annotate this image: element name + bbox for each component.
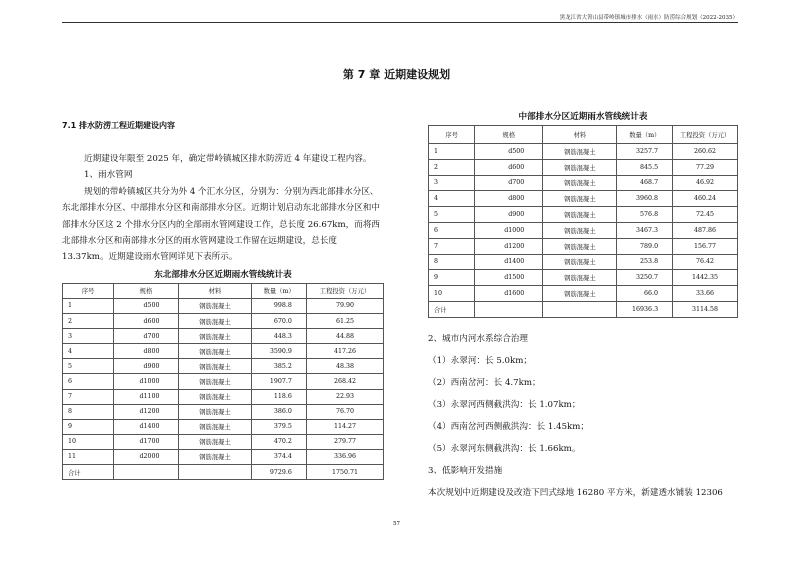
table-cell: 3 [429,175,475,191]
table-row [429,270,738,286]
table-cell: 48.38 [306,359,383,374]
table-row [429,222,738,238]
table-cell: 1907.7 [252,374,307,389]
table-cell: d1100 [114,389,178,404]
table-total-row [63,464,384,479]
table-cell: d1200 [475,238,543,254]
table-cell: 66.0 [617,286,673,302]
table-row [429,144,738,160]
table-cell [475,301,543,317]
table-cell: 钢筋混凝土 [178,404,252,419]
river-item: （3）永翠河西侧截洪沟：长 1.07km； [428,399,581,410]
table-cell: 3250.7 [617,270,673,286]
table-cell: 钢筋混凝土 [543,222,617,238]
item3-title: 3、低影响开发措施 [428,465,503,476]
table-cell: 253.8 [617,254,673,270]
table-cell: 钢筋混凝土 [543,207,617,223]
right-text-block [428,328,738,504]
table-cell: 5 [63,359,114,374]
table-cell: 6 [429,222,475,238]
table-cell: 3467.3 [617,222,673,238]
table-cell: 钢筋混凝土 [543,286,617,302]
table-cell: 合计 [63,464,114,479]
table-cell: 4 [63,344,114,359]
table-cell: 合计 [429,301,475,317]
table-cell: 79.90 [306,298,383,313]
table-cell: 6 [63,374,114,389]
table-cell: d700 [114,329,178,344]
table-cell [178,464,252,479]
table-cell: 845.5 [617,159,673,175]
column-header: 工程投资（万元） [306,283,383,298]
table-cell: 10 [63,434,114,449]
table-cell: d1700 [114,434,178,449]
table-row [63,434,384,449]
column-header: 数量（m） [252,283,307,298]
table-cell: 72.45 [673,207,738,223]
item2-title: 2、城市内河水系综合治理 [428,333,528,344]
page-number: 57 [393,521,400,527]
table-cell: 22.93 [306,389,383,404]
table-cell: 2 [63,314,114,329]
table-cell: 钢筋混凝土 [543,191,617,207]
table-cell: d2000 [114,449,178,464]
table-cell: d800 [114,344,178,359]
northeast-pipe-table [62,283,384,480]
column-header: 序号 [63,283,114,298]
section-title: 7.1 排水防涝工程近期建设内容 [62,121,175,130]
table-cell: d1600 [475,286,543,302]
table-cell: 钢筋混凝土 [543,270,617,286]
table-cell: d1400 [114,419,178,434]
table-cell: 460.24 [673,191,738,207]
table-cell [543,301,617,317]
table-cell: 470.2 [252,434,307,449]
table-cell: d900 [475,207,543,223]
table-cell: 385.2 [252,359,307,374]
table-cell: 76.42 [673,254,738,270]
table-total-row [429,301,738,317]
table-row [63,314,384,329]
table-cell: 379.5 [252,419,307,434]
table-cell: d1200 [114,404,178,419]
table-cell: 钢筋混凝土 [178,329,252,344]
table-cell: 77.29 [673,159,738,175]
table-cell: d500 [475,144,543,160]
table-cell: 钢筋混凝土 [178,359,252,374]
table-cell: 5 [429,207,475,223]
table-cell: 钢筋混凝土 [178,389,252,404]
table-cell: 76.70 [306,404,383,419]
table-cell: 7 [429,238,475,254]
table-cell: 1442.35 [673,270,738,286]
column-header: 工程投资（万元） [673,126,738,144]
table-row [63,419,384,434]
table-row [63,298,384,313]
table-cell: 9729.6 [252,464,307,479]
table-cell: 487.86 [673,222,738,238]
table-row [429,286,738,302]
table-cell: 468.7 [617,175,673,191]
table-cell: 3114.58 [673,301,738,317]
table-cell: d1500 [475,270,543,286]
table-row [63,449,384,464]
table-cell: 670.0 [252,314,307,329]
table-cell [114,464,178,479]
table-row [63,344,384,359]
table-cell: 钢筋混凝土 [543,159,617,175]
column-header: 规格 [475,126,543,144]
table-cell: 1750.71 [306,464,383,479]
table-cell: d500 [114,298,178,313]
table-cell: 118.6 [252,389,307,404]
column-header: 数量（m） [617,126,673,144]
table-cell: 9 [429,270,475,286]
table-cell: 2 [429,159,475,175]
column-header: 序号 [429,126,475,144]
table-cell: 4 [429,191,475,207]
table-cell: 448.3 [252,329,307,344]
table-cell: 3257.7 [617,144,673,160]
table-cell: 374.4 [252,449,307,464]
table-cell: d600 [475,159,543,175]
river-item: （1）永翠河：长 5.0km； [428,355,532,366]
table-cell: d800 [475,191,543,207]
table-cell: 钢筋混凝土 [178,374,252,389]
paragraph-rain-network: 规划的带岭镇城区共分为外 4 个汇水分区，分别为：分别为西北部排水分区、东北部排水分区、中部排水分区和南部排水分区。近期计划启动东北部排水分区和中部排水分区这 2 个排水分区内的全部雨水管网建设工作，总长度 26.67km，而将西北部排水分区和南部排水分区的雨水管网建设工作留在远期建设，总长度 13.37km。近期建设雨水管网详见下表所示。 [62,186,381,263]
table-row [429,175,738,191]
table-cell: 钢筋混凝土 [543,238,617,254]
table-cell: 386.0 [252,404,307,419]
table-cell: 钢筋混凝土 [178,434,252,449]
table-row [429,254,738,270]
table-cell: d1000 [475,222,543,238]
column-header: 材料 [543,126,617,144]
table-cell: 3590.9 [252,344,307,359]
table-cell: 44.88 [306,329,383,344]
table-cell: 336.96 [306,449,383,464]
table-cell: 钢筋混凝土 [178,344,252,359]
table-cell: 钢筋混凝土 [178,298,252,313]
table-cell: 16936.3 [617,301,673,317]
table-cell: 8 [63,404,114,419]
table-cell: 3960.8 [617,191,673,207]
table-row [429,207,738,223]
table-cell: d1000 [114,374,178,389]
table-cell: d600 [114,314,178,329]
table-cell: 10 [429,286,475,302]
table-cell: 61.25 [306,314,383,329]
column-header: 规格 [114,283,178,298]
table-cell: 576.8 [617,207,673,223]
left-column [62,120,384,480]
table-cell: d700 [475,175,543,191]
table-row [429,191,738,207]
table-cell: 268.42 [306,374,383,389]
table-cell: 114.27 [306,419,383,434]
table-cell: 33.66 [673,286,738,302]
table-cell: 8 [429,254,475,270]
table-cell: 钢筋混凝土 [178,419,252,434]
table-row [63,359,384,374]
column-header: 材料 [178,283,252,298]
table-row [63,404,384,419]
table-cell: 46.92 [673,175,738,191]
river-item: （2）西南岔河：长 4.7km； [428,377,541,388]
table-cell: 156.77 [673,238,738,254]
table-left-caption: 东北部排水分区近期雨水管线统计表 [154,269,292,280]
table-cell: 11 [63,449,114,464]
table-cell: 钢筋混凝土 [543,175,617,191]
paragraph-intro: 近期建设年限至 2025 年，确定带岭镇城区排水防涝近 4 年建设工程内容。 [84,154,372,164]
table-cell: 1 [429,144,475,160]
table-cell: 417.26 [306,344,383,359]
table-header-row [429,126,738,144]
paragraph-item1-title: 1、雨水管网 [84,170,133,181]
table-row [63,389,384,404]
table-row [429,159,738,175]
table-cell: 279.77 [306,434,383,449]
table-cell: 998.8 [252,298,307,313]
table-cell: 3 [63,329,114,344]
river-item: （4）西南岔河西侧截洪沟：长 1.45km； [428,421,590,432]
table-cell: 789.0 [617,238,673,254]
item3-text: 本次规划中近期建设及改造下凹式绿地 16280 平方米，新建透水铺装 12306 [428,487,723,498]
table-cell: 钢筋混凝土 [543,254,617,270]
table-cell: d900 [114,359,178,374]
central-pipe-table [428,125,738,318]
river-item: （5）永翠河东侧截洪沟：长 1.66km。 [428,443,581,454]
table-cell: 钢筋混凝土 [543,144,617,160]
table-cell: 钢筋混凝土 [178,449,252,464]
table-cell: d1400 [475,254,543,270]
table-row [63,329,384,344]
chapter-title: 第 7 章 近期建设规划 [342,68,451,81]
running-header: 黑龙江省大箐山县带岭镇城市排水（雨水）防涝综合规划（2022-2035） [559,15,738,21]
right-column [428,108,738,504]
table-row [63,374,384,389]
table-cell: 9 [63,419,114,434]
table-cell: 钢筋混凝土 [178,314,252,329]
header-divider [62,22,738,23]
table-cell: 260.62 [673,144,738,160]
table-cell: 7 [63,389,114,404]
table-right-caption: 中部排水分区近期雨水管线统计表 [518,112,648,122]
table-cell: 1 [63,298,114,313]
table-row [429,238,738,254]
table-header-row [63,283,384,298]
